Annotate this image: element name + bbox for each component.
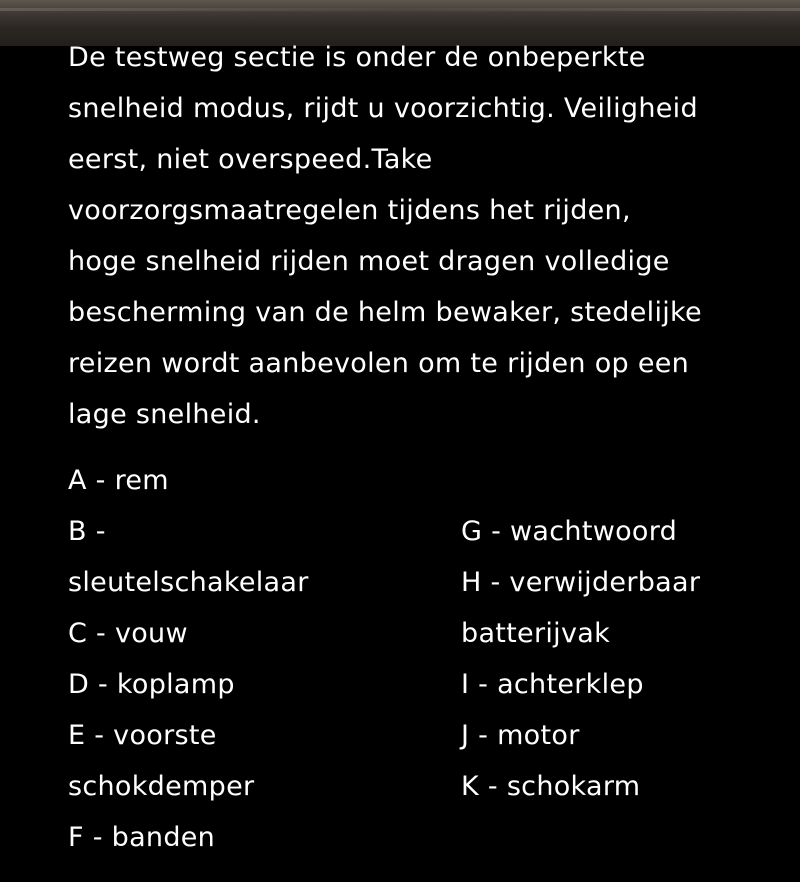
part-label-i: I - achterklep [461, 669, 644, 700]
part-label-b: B - sleutelschakelaar [68, 516, 309, 598]
part-label-h: H - verwijderbaar batterijvak [461, 567, 701, 649]
part-label-e: E - voorste schokdemper [68, 720, 255, 802]
part-label-a: A - rem [68, 465, 169, 496]
part-label-k: K - schokarm [461, 771, 641, 802]
part-label-j: J - motor [461, 720, 580, 751]
part-label-c: C - vouw [68, 618, 188, 649]
part-label-d: D - koplamp [68, 669, 235, 700]
parts-list-left [68, 455, 428, 863]
part-label-f: F - banden [68, 822, 216, 853]
safety-paragraph: De testweg sectie is onder de onbeperkte snelheid modus, rijdt u voorzichtig. Veiligheid eerst, niet overspeed.Take voorzorgsmaatregelen tijdens het rijden, hoge snelheid rijden moet dragen volledige bescherming van de helm bewaker, stedelijke reizen wordt aanbevolen om te rijden op een lage snelheid. [68, 42, 702, 430]
part-label-g: G - wachtwoord [461, 516, 678, 547]
parts-list-right [461, 506, 781, 812]
